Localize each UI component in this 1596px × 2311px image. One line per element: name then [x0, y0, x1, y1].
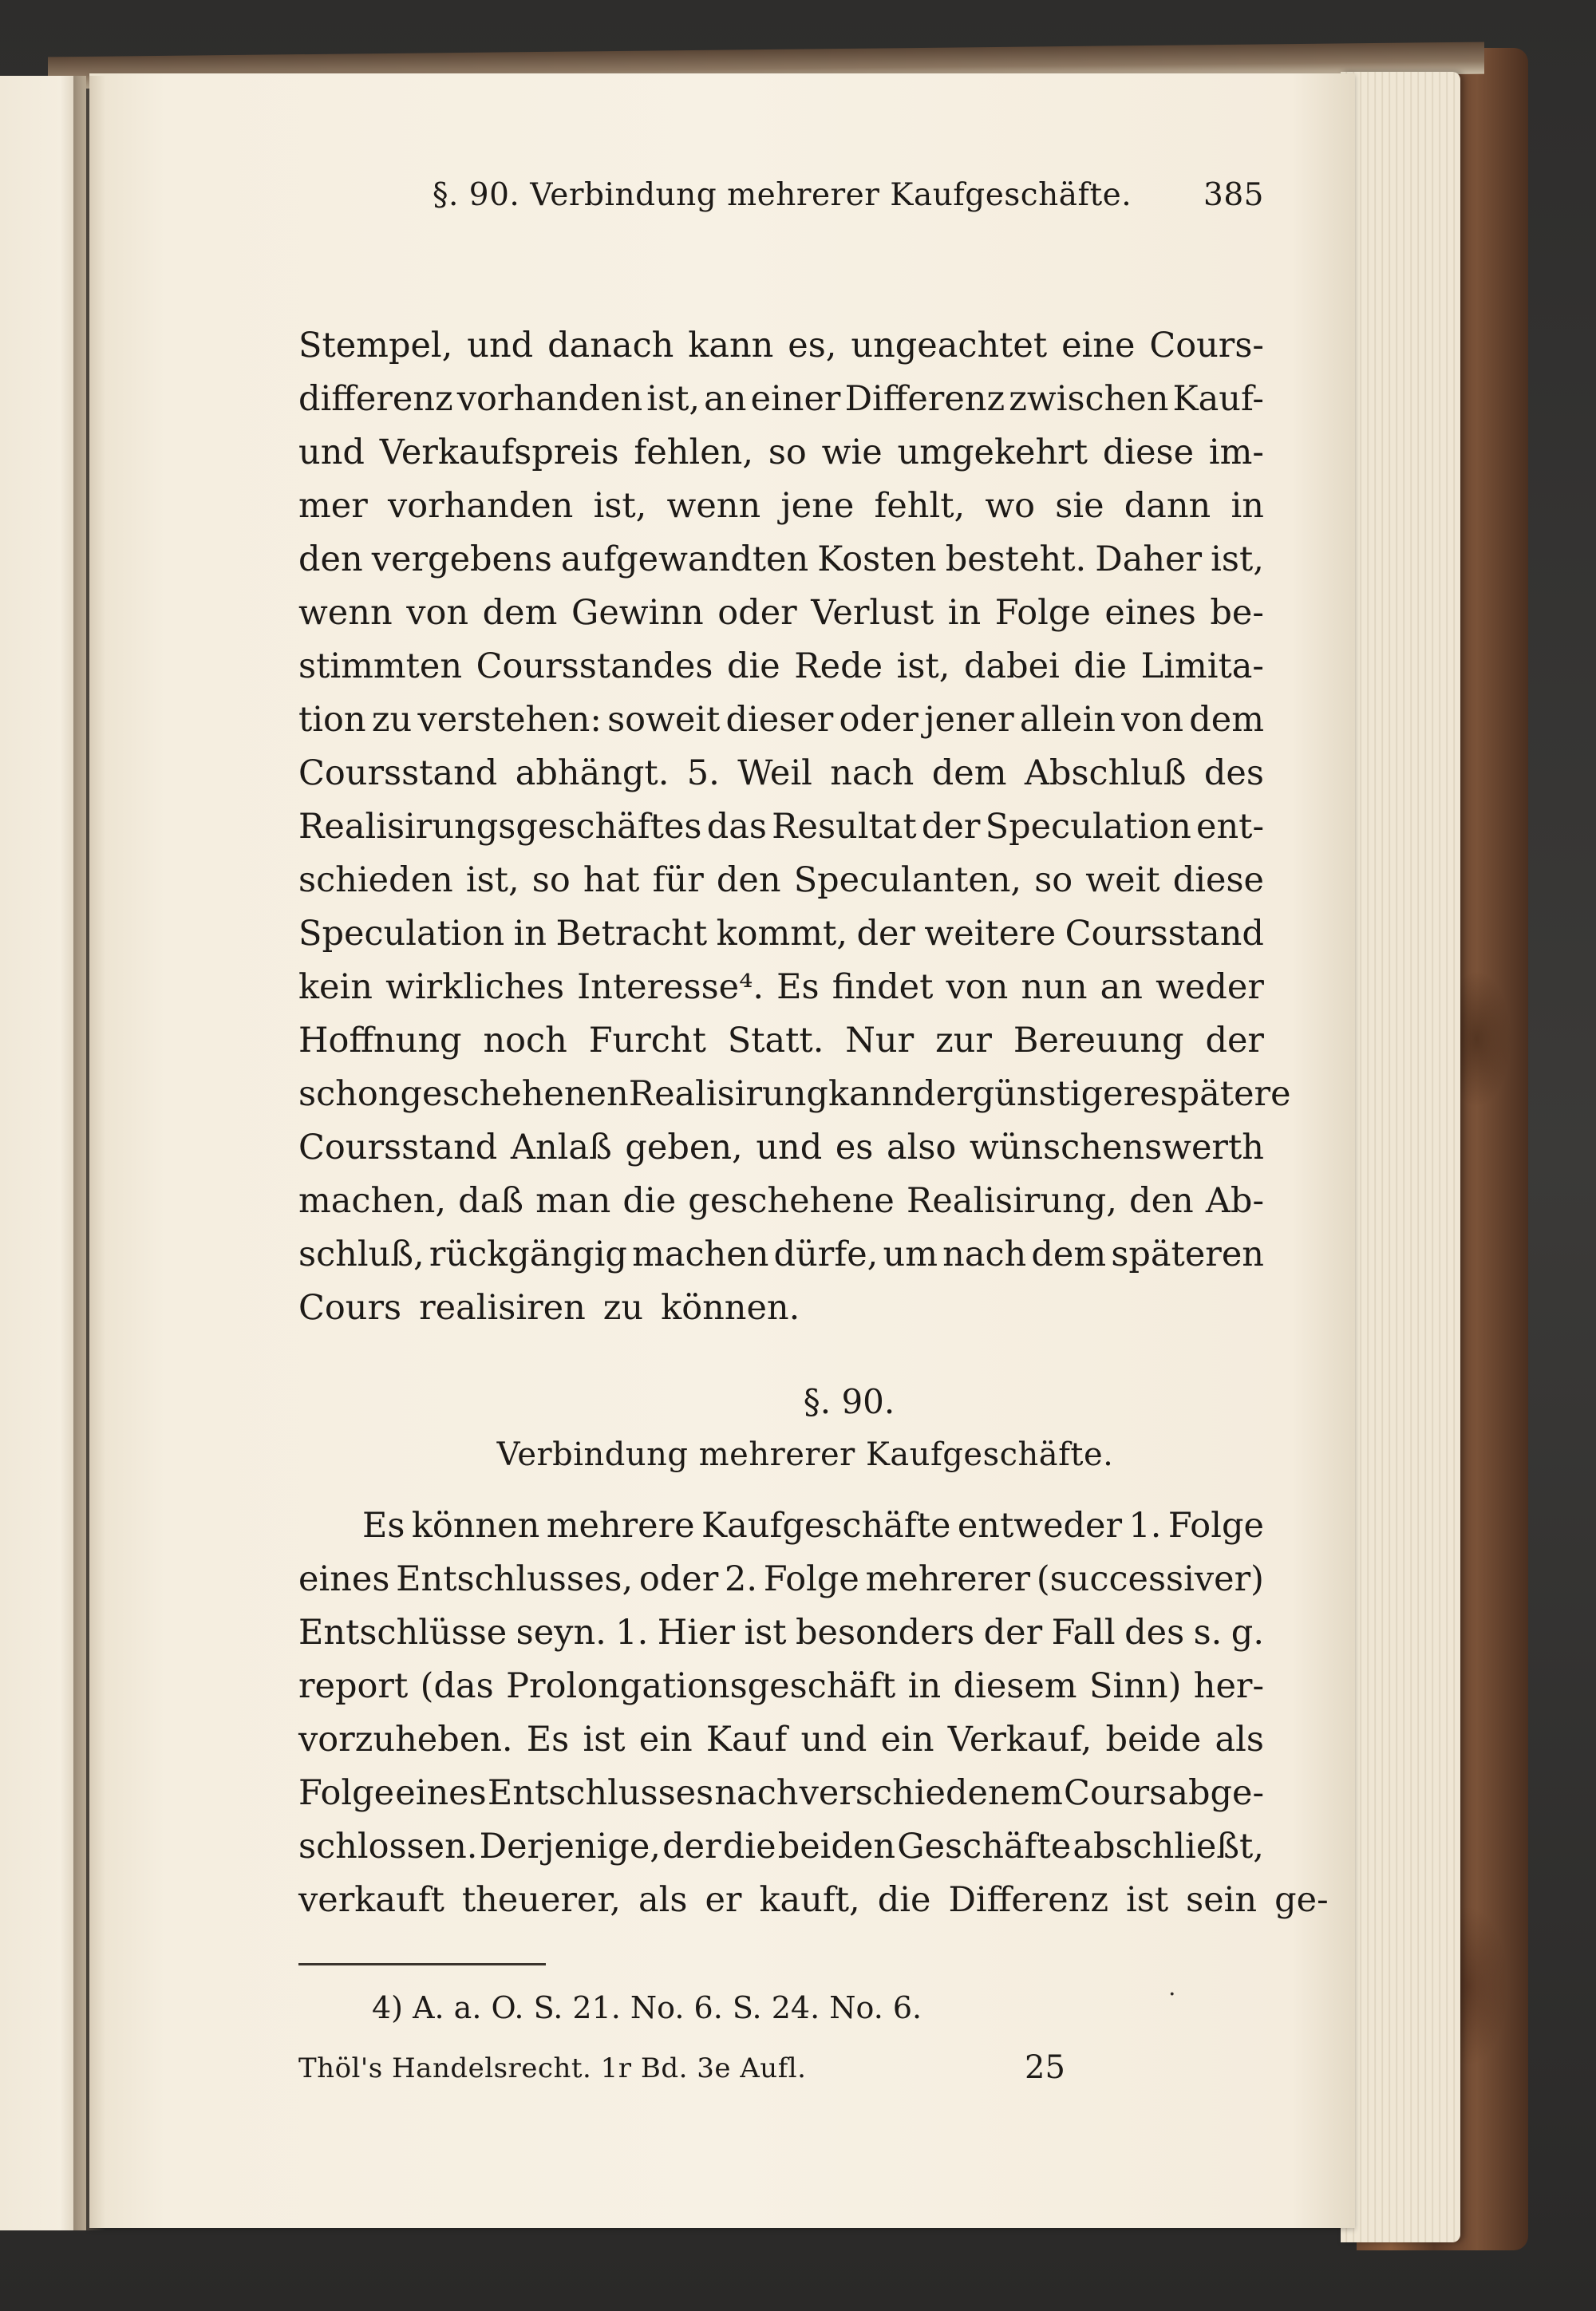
word: schon [298, 1074, 401, 1114]
text-line [298, 1767, 1264, 1820]
word: günstigere [972, 1074, 1160, 1114]
word: Interesse⁴. [577, 967, 764, 1007]
word: des [1203, 753, 1264, 793]
word: mehrerer [865, 1559, 1031, 1599]
paragraph-continued [298, 319, 1291, 1335]
word: Verlust [811, 593, 934, 633]
word: Folge [994, 593, 1091, 633]
word: dem [931, 753, 1007, 793]
word: geschehene [688, 1181, 895, 1221]
sheet-number: 25 [1025, 2049, 1065, 2086]
word: zu [602, 1288, 644, 1328]
word: Hoffnung [298, 1021, 462, 1061]
word: ge- [1274, 1880, 1329, 1920]
word: schieden [298, 860, 453, 900]
word: fehlt, [874, 486, 966, 526]
text-line [298, 373, 1264, 426]
word: Weil [737, 753, 812, 793]
word: so [768, 433, 807, 472]
word: Prolongationsgeschäft [506, 1666, 896, 1706]
word: an [1100, 967, 1144, 1007]
word: er [705, 1880, 742, 1920]
word: differenz [298, 379, 453, 419]
word: zur [935, 1021, 992, 1061]
word: vorhanden [456, 379, 643, 419]
word: der [914, 1074, 973, 1114]
word: als [1215, 1720, 1264, 1760]
word: vorhanden [387, 486, 574, 526]
word: Stempel, [298, 326, 453, 365]
text-line [298, 1660, 1264, 1713]
word: Cours [1064, 1773, 1167, 1813]
text-line [298, 1282, 1264, 1335]
word: können. [661, 1288, 800, 1328]
running-head-title: §. 90. Verbindung mehrerer Kaufgeschäfte. [433, 177, 1132, 213]
word: ist, [896, 646, 950, 686]
word: geben, [625, 1128, 743, 1167]
word: schlossen. [298, 1827, 478, 1867]
word: von [946, 967, 1009, 1007]
word: Furcht [588, 1021, 706, 1061]
word: beiden [777, 1827, 896, 1867]
word: Statt. [727, 1021, 824, 1061]
word: dieser [725, 700, 834, 740]
word: Verkaufspreis [379, 433, 619, 472]
word: eines [395, 1773, 487, 1813]
word: machen, [298, 1181, 446, 1221]
word: der [983, 1613, 1043, 1653]
word: im- [1208, 433, 1264, 472]
word: verschiedenem [799, 1773, 1063, 1813]
word: in [513, 914, 547, 954]
word: in [907, 1666, 942, 1706]
word: oder [839, 700, 918, 740]
word: von [406, 593, 469, 633]
word: die [722, 1827, 776, 1867]
word: des [1124, 1613, 1185, 1653]
page-edge-stack [1341, 72, 1460, 2242]
text-line [298, 1606, 1264, 1660]
word: wünschenswerth [969, 1128, 1264, 1167]
word: den [716, 860, 781, 900]
word: Differenz [948, 1880, 1109, 1920]
word: den [298, 539, 363, 579]
word: wenn [298, 593, 393, 633]
word: Resultat [772, 807, 917, 847]
word: beide [1105, 1720, 1202, 1760]
word: nach [830, 753, 915, 793]
word: Ab- [1205, 1181, 1264, 1221]
word: für [652, 860, 704, 900]
word: Realisirungsgeschäftes [298, 807, 702, 847]
word: ist, [593, 486, 647, 526]
word: diesem [953, 1666, 1077, 1706]
word: den [1129, 1181, 1194, 1221]
word: jener [924, 700, 1014, 740]
word: 2. [725, 1559, 758, 1599]
word: oder [717, 593, 797, 633]
word: mer [298, 486, 368, 526]
text-line [298, 1014, 1264, 1068]
word: seyn. [516, 1613, 606, 1653]
word: weder [1156, 967, 1264, 1007]
word: ist, [1211, 539, 1264, 579]
word: Es [776, 967, 820, 1007]
word: spätere [1159, 1074, 1291, 1114]
word: g. [1231, 1613, 1264, 1653]
word: kann [688, 326, 774, 365]
text-line [298, 587, 1264, 640]
word: 1. [615, 1613, 649, 1653]
word: findet [832, 967, 934, 1007]
word: so [1034, 860, 1073, 900]
word: der [662, 1827, 721, 1867]
text-line [298, 640, 1264, 693]
word: ein [880, 1720, 934, 1760]
word: entweder [957, 1506, 1123, 1546]
word: kauft, [759, 1880, 860, 1920]
word: an [704, 379, 747, 419]
word: Coursstand [298, 1128, 498, 1167]
word: allein [1019, 700, 1116, 740]
word: machen [632, 1235, 769, 1274]
word: kein [298, 967, 373, 1007]
word: (successiver) [1036, 1559, 1264, 1599]
word: und [800, 1720, 867, 1760]
printer-signature: Thöl's Handelsrecht. 1r Bd. 3e Aufl. [298, 2052, 807, 2084]
word: Betracht [555, 914, 708, 954]
word: es, [788, 326, 837, 365]
word: und [467, 326, 534, 365]
word: Cours- [1149, 326, 1264, 365]
word: vorzuheben. [298, 1720, 513, 1760]
word: (das [420, 1666, 494, 1706]
word: also [886, 1128, 957, 1167]
word: realisiren [419, 1288, 586, 1328]
word: Verkauf, [947, 1720, 1092, 1760]
word: Limita- [1140, 646, 1264, 686]
word: eines [298, 1559, 390, 1599]
word: abge- [1167, 1773, 1264, 1813]
word: Kauf- [1172, 379, 1264, 419]
word: kann [828, 1074, 915, 1114]
word: mehrere [546, 1506, 695, 1546]
word: Cours [298, 1288, 402, 1328]
running-head [298, 163, 1264, 219]
word: abhängt. [515, 753, 670, 793]
page-gutter-shadow [73, 76, 105, 2230]
word: und [756, 1128, 823, 1167]
word: der [921, 807, 981, 847]
word: weit [1085, 860, 1160, 900]
word: die [622, 1181, 677, 1221]
word: Es [362, 1506, 405, 1546]
word: Entschlusses, [396, 1559, 634, 1599]
word: und [298, 433, 365, 472]
word: späteren [1111, 1235, 1264, 1274]
word: wo [985, 486, 1036, 526]
word: so [531, 860, 571, 900]
word: Fall [1051, 1613, 1116, 1653]
word: danach [547, 326, 674, 365]
word: Kosten [817, 539, 937, 579]
text-line [298, 1499, 1264, 1553]
word: abschließt, [1073, 1827, 1264, 1867]
text-line [298, 800, 1264, 854]
text-line [298, 319, 1264, 373]
word: 5. [686, 753, 720, 793]
word: hat [583, 860, 640, 900]
word: kommt, [716, 914, 848, 954]
word: Entschlüsse [298, 1613, 508, 1653]
word: die [877, 1880, 931, 1920]
word: ist [583, 1720, 626, 1760]
word: ist [744, 1613, 787, 1653]
word: es [835, 1128, 874, 1167]
word: wie [821, 433, 883, 472]
word: dabei [963, 646, 1060, 686]
word: sie [1055, 486, 1104, 526]
word: als [638, 1880, 688, 1920]
word: von [1121, 700, 1184, 740]
word: Abschluß [1024, 753, 1187, 793]
word: Coursstand [1065, 914, 1264, 954]
word: nach [714, 1773, 799, 1813]
word: Kauf [705, 1720, 788, 1760]
word: dann [1124, 486, 1211, 526]
word: Coursstand [298, 753, 498, 793]
word: einer [750, 379, 841, 419]
word: aufgewandten [560, 539, 809, 579]
word: Bereuung [1013, 1021, 1184, 1061]
word: Realisirung, [906, 1181, 1117, 1221]
word: eines [1104, 593, 1196, 633]
word: die [1073, 646, 1128, 686]
text-line [298, 1175, 1264, 1228]
word: dem [482, 593, 558, 633]
word: Sinn) [1088, 1666, 1182, 1706]
word: Es [526, 1720, 570, 1760]
word: ein [638, 1720, 693, 1760]
word: ent- [1196, 807, 1264, 847]
word: Hier [657, 1613, 736, 1653]
word: Rede [794, 646, 883, 686]
word: um [883, 1235, 938, 1274]
word: fehlen, [634, 433, 754, 472]
word: der [856, 914, 915, 954]
ink-speck: · [1168, 1981, 1176, 2009]
word: Folge [298, 1773, 395, 1813]
word: ist [1126, 1880, 1169, 1920]
word: dürfe, [773, 1235, 879, 1274]
footnote-rule [298, 1963, 546, 1965]
word: Differenz [844, 379, 1005, 419]
word: eine [1061, 326, 1136, 365]
text-line [298, 693, 1264, 747]
word: Folge [763, 1559, 859, 1599]
text-line [298, 480, 1264, 533]
word: her- [1193, 1666, 1264, 1706]
text-line [298, 533, 1264, 587]
word: dem [1031, 1235, 1107, 1274]
word: rückgängig [429, 1235, 627, 1274]
text-line [298, 854, 1264, 907]
word: Speculation [298, 914, 505, 954]
word: umgekehrt [897, 433, 1088, 472]
word: besonders [796, 1613, 975, 1653]
text-line [298, 1228, 1264, 1282]
word: Daher [1095, 539, 1203, 579]
word: Speculation [985, 807, 1191, 847]
text-line [298, 907, 1264, 961]
text-line [298, 1874, 1329, 1927]
word: oder [638, 1559, 719, 1599]
word: nach [942, 1235, 1027, 1274]
word: report [298, 1666, 409, 1706]
word: schluß, [298, 1235, 425, 1274]
word: in [947, 593, 982, 633]
word: Kaufgeschäfte [701, 1506, 951, 1546]
word: Realisirung [628, 1074, 828, 1114]
word: das [706, 807, 767, 847]
word: verstehen: [417, 700, 602, 740]
word: s. [1193, 1613, 1223, 1653]
word: be- [1210, 593, 1264, 633]
word: nun [1021, 967, 1088, 1007]
text-line [298, 426, 1264, 480]
word: ist, [465, 860, 519, 900]
word: der [1205, 1021, 1264, 1061]
word: zu [371, 700, 413, 740]
text-line [298, 747, 1264, 800]
word: diese [1172, 860, 1264, 900]
word: geschehenen [400, 1074, 629, 1114]
word: man [535, 1181, 611, 1221]
word: können [411, 1506, 540, 1546]
word: die [727, 646, 780, 686]
word: in [1231, 486, 1264, 526]
word: Folge [1167, 1506, 1264, 1546]
footnote: 4) A. a. O. S. 21. No. 6. S. 24. No. 6. [372, 1990, 922, 2025]
word: Speculanten, [793, 860, 1022, 900]
text-line [298, 1553, 1264, 1606]
word: Nur [845, 1021, 915, 1061]
word: sein [1186, 1880, 1258, 1920]
word: Geschäfte [897, 1827, 1072, 1867]
word: verkauft [298, 1880, 444, 1920]
word: Anlaß [510, 1128, 612, 1167]
word: tion [298, 700, 366, 740]
paragraph-section-90 [298, 1499, 1329, 1927]
word: 1. [1128, 1506, 1162, 1546]
word: Derjenige, [479, 1827, 661, 1867]
word: ungeachtet [851, 326, 1048, 365]
text-line [298, 1068, 1291, 1121]
word: wenn [666, 486, 761, 526]
word: daß [458, 1181, 524, 1221]
text-line [298, 1820, 1264, 1874]
word: ist, [646, 379, 701, 419]
word: dem [1189, 700, 1264, 740]
section-number: §. 90. [803, 1382, 895, 1421]
section-title: Verbindung mehrerer Kaufgeschäfte. [496, 1436, 1114, 1473]
word: Entschlusses [487, 1773, 714, 1813]
word: Coursstandes [476, 646, 713, 686]
text-line [298, 1121, 1264, 1175]
word: zwischen [1009, 379, 1169, 419]
text-line [298, 1713, 1264, 1767]
word: jene [780, 486, 855, 526]
word: Gewinn [571, 593, 704, 633]
word: diese [1102, 433, 1195, 472]
word: wirkliches [385, 967, 565, 1007]
word: theuerer, [461, 1880, 621, 1920]
book-page [89, 73, 1355, 2228]
word: weitere [924, 914, 1057, 954]
word: stimmten [298, 646, 463, 686]
word: noch [483, 1021, 567, 1061]
text-line [298, 961, 1264, 1014]
word: besteht. [945, 539, 1087, 579]
word: soweit [607, 700, 721, 740]
word: vergebens [371, 539, 552, 579]
page-number: 385 [1203, 177, 1264, 213]
